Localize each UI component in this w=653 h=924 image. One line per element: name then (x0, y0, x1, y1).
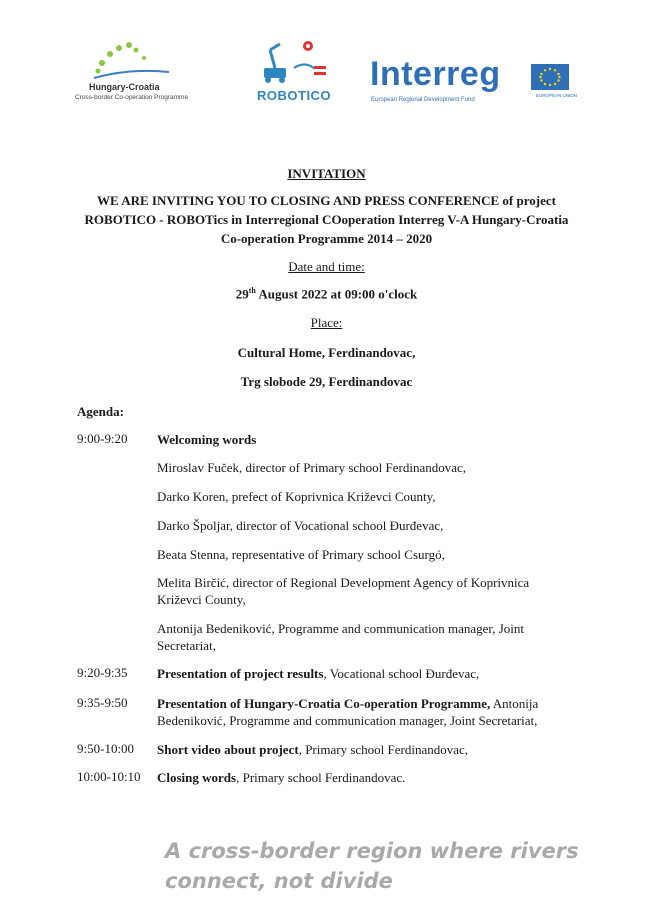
agenda-time: 9:50-10:00 (77, 741, 135, 756)
event-date: 29th August 2022 at 09:00 o'clock (235, 286, 418, 302)
slogan-line: connect, not divide (165, 869, 393, 893)
agenda-time: 9:00-9:20 (77, 431, 128, 446)
date-label: Date and time: (288, 259, 365, 274)
headline-line: WE ARE INVITING YOU TO CLOSING AND PRESS CONFERENCE of project (97, 193, 556, 208)
agenda-item: Welcoming words (157, 432, 257, 447)
agenda-item: Presentation of Hungary-Croatia Co-operation Programme, Antonija Bedeniković, Programme and communication manager, Joint Secretariat, (157, 696, 539, 728)
agenda-time: 10:00-10:10 (77, 769, 141, 784)
agenda-item: Beata Stenna, representative of Primary school Csurgó, (157, 547, 445, 562)
robotico-wordmark: ROBOTICO (257, 88, 332, 103)
place-label: Place: (310, 315, 343, 330)
agenda-item: Darko Koren, prefect of Koprivnica Križevci County, (157, 489, 436, 504)
headline-line: Co-operation Programme 2014 – 2020 (220, 231, 433, 246)
agenda-item: Short video about project, Primary school Ferdinandovac, (157, 742, 469, 757)
footer-slogan (165, 836, 579, 896)
agenda-time: 9:35-9:50 (77, 695, 128, 710)
hungary-croatia-subtitle: Cross-border Co-operation Programme (75, 94, 189, 101)
eu-flag-icon (531, 64, 569, 90)
invitation-headline (0, 191, 653, 248)
agenda-item: Presentation of project results, Vocational school Đurđevac, (157, 666, 480, 681)
interreg-wordmark: Interreg (370, 55, 501, 93)
slogan-line: A cross-border region where rivers (165, 839, 579, 863)
agenda-item: Darko Špoljar, director of Vocational school Đurđevac, (157, 518, 444, 533)
agenda-time: 9:20-9:35 (77, 665, 128, 680)
hungary-croatia-title: Hungary-Croatia (89, 82, 160, 92)
headline-line: ROBOTICO - ROBOTics in Interregional COoperation Interreg V-A Hungary-Croatia (84, 212, 569, 227)
agenda-item: Miroslav Fuček, director of Primary school Ferdinandovac, (157, 460, 467, 475)
place-line-2: Trg slobode 29, Ferdinandovac (240, 374, 413, 389)
place-line-1: Cultural Home, Ferdinandovac, (237, 345, 416, 360)
invitation-title: INVITATION (287, 166, 366, 181)
agenda-item: Antonija Bedeniković, Programme and communication manager, Joint Secretariat, (157, 621, 525, 653)
agenda-label: Agenda: (77, 404, 124, 419)
agenda-item: Melita Birčić, director of Regional Development Agency of Koprivnica Križevci County, (157, 575, 530, 607)
erdf-label: European Regional Development Fund (371, 97, 475, 103)
eu-label: EUROPEAN UNION (536, 93, 578, 98)
agenda-item: Closing words, Primary school Ferdinandovac. (157, 770, 406, 785)
